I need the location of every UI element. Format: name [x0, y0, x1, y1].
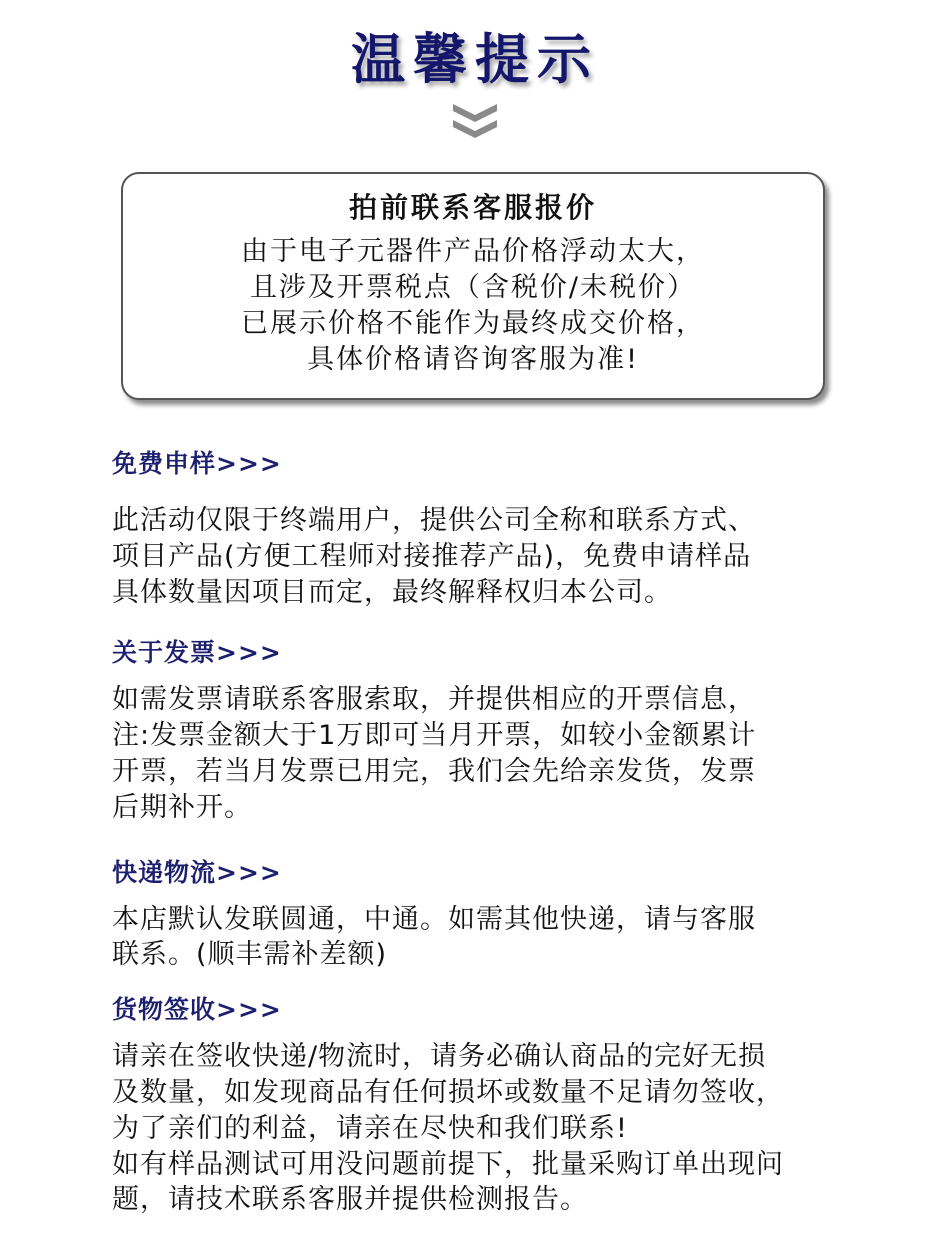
section-line: 如需发票请联系客服索取，并提供相应的开票信息，: [112, 684, 756, 716]
section-shipping: [112, 856, 902, 974]
notice-text: [133, 234, 813, 378]
section-body: [112, 503, 902, 610]
section-line: 及数量，如发现商品有任何损坏或数量不足请勿签收，: [112, 1076, 784, 1108]
section-line: 题，请技术联系客服并提供检测报告。: [112, 1184, 588, 1216]
notice-title: 拍前联系客服报价: [348, 191, 597, 224]
section-line: 联系。(顺丰需补差额): [112, 939, 388, 971]
section-invoice: [112, 636, 902, 825]
section-receipt: [112, 993, 902, 1238]
section-free-samples: [112, 447, 902, 610]
notice-line: 具体价格请咨询客服为准!: [307, 344, 639, 375]
section-heading: 快递物流>>>: [112, 857, 282, 887]
section-line: 本店默认发联圆通，中通。如需其他快递，请与客服: [112, 903, 756, 935]
section-line: 后期补开。: [112, 791, 252, 823]
section-heading: 免费申样>>>: [112, 449, 282, 478]
notice-line: 已展示价格不能作为最终成交价格，: [241, 308, 705, 339]
page-title: 温馨提示: [351, 28, 599, 91]
notice-box: [121, 172, 825, 400]
section-line: 请亲在签收快递/物流时，请务必确认商品的完好无损: [112, 1041, 767, 1073]
section-line: 开票，若当月发票已用完，我们会先给亲发货，发票: [112, 755, 756, 787]
section-line: 具体数量因项目而定，最终解释权归本公司。: [112, 576, 672, 608]
section-body: [112, 1039, 902, 1218]
notice-line: 且涉及开票税点（含税价/未税价）: [249, 272, 697, 303]
section-line: 此活动仅限于终端用户，提供公司全称和联系方式、: [112, 505, 756, 536]
section-heading: 货物签收>>>: [112, 995, 282, 1025]
section-line: 项目产品(方便工程师对接推荐产品)，免费申请样品: [112, 540, 752, 572]
section-line: 注:发票金额大于1万即可当月开票，如较小金额累计: [112, 720, 757, 752]
section-line: 如有样品测试可用没问题前提下，批量采购订单出现问: [112, 1148, 784, 1180]
section-body: [112, 682, 902, 825]
double-chevron-down-icon: [453, 104, 497, 140]
section-heading: 关于发票>>>: [112, 638, 282, 668]
section-body: [112, 902, 902, 974]
notice-line: 由于电子元器件产品价格浮动太大，: [241, 236, 705, 267]
section-line: 为了亲们的利益，请亲在尽快和我们联系!: [112, 1112, 628, 1144]
